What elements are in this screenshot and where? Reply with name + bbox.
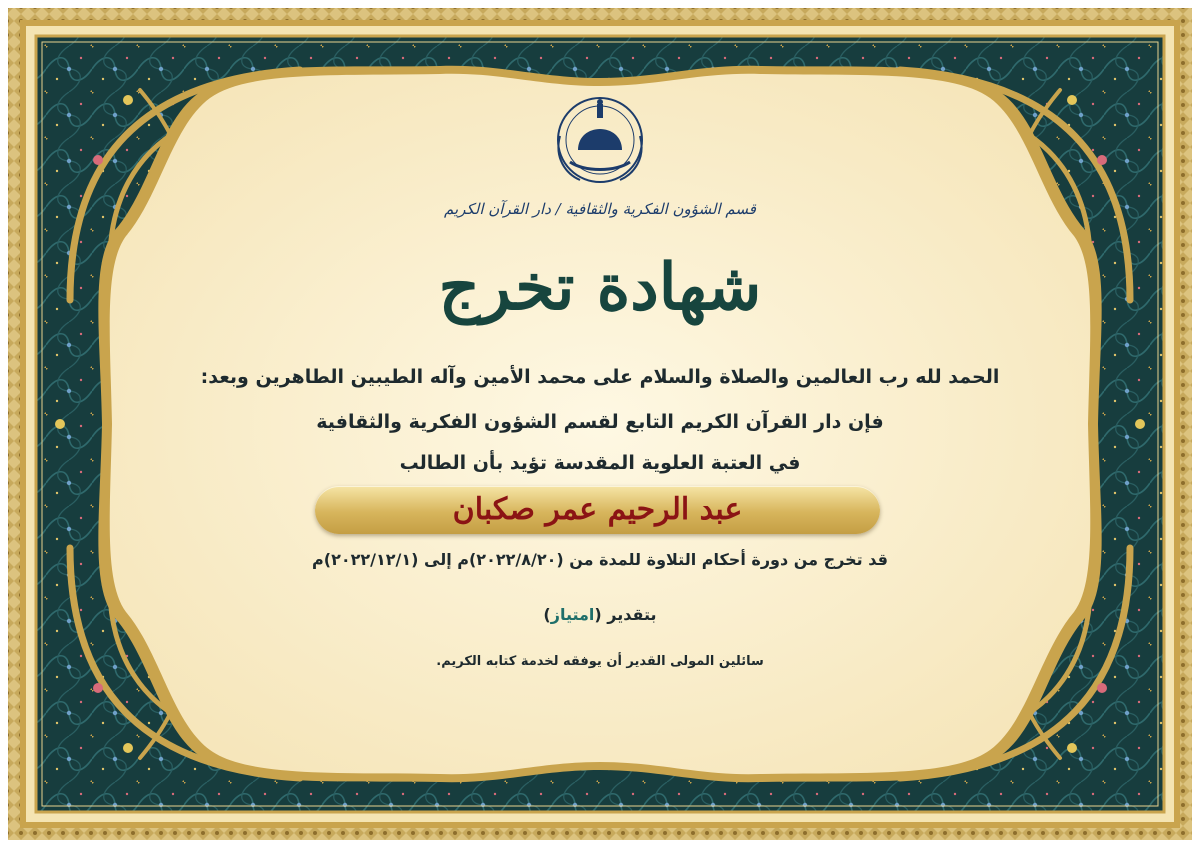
student-name: عبد الرحيم عمر صكبان bbox=[452, 492, 743, 527]
closing-line: سائلين المولى القدير أن يوفقه لخدمة كتابه الكريم. bbox=[436, 654, 764, 669]
grade-row bbox=[300, 600, 900, 630]
certificate-title: شهادة تخرج bbox=[438, 250, 762, 325]
grade-close: ) bbox=[543, 605, 551, 624]
issuer-line: فإن دار القرآن الكريم التابع لقسم الشؤون الفكرية والثقافية bbox=[316, 411, 884, 433]
course-line: قد تخرج من دورة أحكام التلاوة للمدة من (٢٠٢٢/٨/٢٠)م إلى (٢٠٢٢/١٢/١)م bbox=[312, 550, 888, 569]
confirmation-line: في العتبة العلوية المقدسة تؤيد بأن الطالب bbox=[399, 452, 801, 474]
grade-value: امتياز bbox=[550, 605, 595, 624]
logo-caption: قسم الشؤون الفكرية والثقافية / دار القرآن الكريم bbox=[444, 200, 756, 218]
grade-label: بتقدير bbox=[607, 605, 657, 624]
opening-praise: الحمد لله رب العالمين والصلاة والسلام على محمد الأمين وآله الطيبين الطاهرين وبعد: bbox=[200, 366, 1000, 388]
grade-open: ( bbox=[594, 605, 608, 624]
